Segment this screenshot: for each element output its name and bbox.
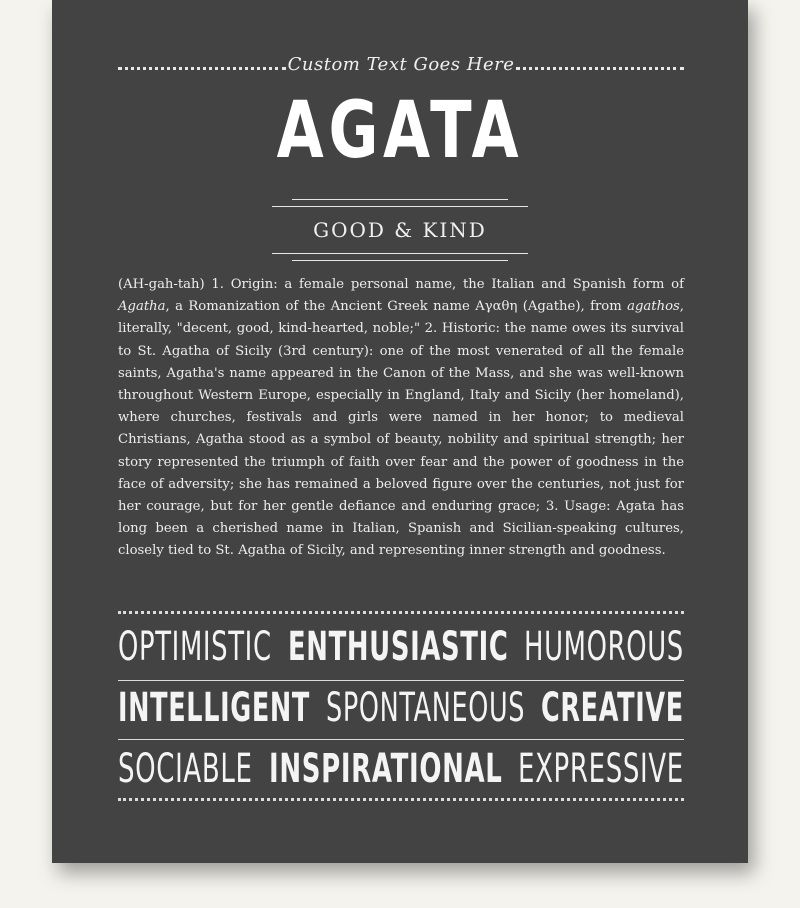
traits-bottom-dots [118, 798, 684, 801]
trait-word: INTELLIGENT [118, 685, 310, 731]
name-meaning: GOOD & KIND [313, 218, 487, 242]
trait-row-1 [118, 622, 684, 672]
trait-word: SOCIABLE [118, 746, 253, 792]
trait-row-separator-1 [118, 680, 684, 681]
trait-row-2 [118, 683, 684, 733]
trait-word: SPONTANEOUS [325, 685, 526, 731]
tagline-row [118, 52, 684, 82]
meaning-top-rule-1 [292, 199, 508, 200]
tagline-text: Custom Text Goes Here [287, 54, 515, 75]
trait-row-3 [118, 744, 684, 794]
name-title: AGATA [276, 86, 524, 176]
meaning-top-rule-2 [272, 206, 528, 207]
trait-word: HUMOROUS [524, 624, 684, 670]
meaning-bottom-rule-2 [292, 260, 508, 261]
meaning-bottom-rule-1 [272, 253, 528, 254]
definition-part-3: , literally, "decent, good, kind-hearted, noble;" 2. Historic: the name owes its survival to St. Agatha of Sicily (3rd century): one of the most venerated of all the female saints, Agatha's name appeared in the Canon of the Mass, and she was well-known throughout Western Europe, especially in England, Italy and Sicily (her homeland), where churches, festivals and girls were named in her honor; to medieval Christians, Agatha stood as a symbol of beauty, nobility and spiritual strength; her story represented the triumph of faith over fear and the power of goodness in the face of adversity; she has remained a beloved figure over the centuries, not just for her courage, but for her gentle defiance and enduring grace; 3. Usage: Agata has long been a cherished name in Italian, Spanish and Sicilian-speaking cultures, closely tied to St. Agatha of Sicily, and representing inner strength and goodness. [118, 299, 684, 559]
definition-italic-agatha: Agatha [118, 299, 166, 315]
trait-word: CREATIVE [541, 685, 684, 731]
definition-part-1: (AH-gah-tah) 1. Origin: a female personal name, the Italian and Spanish form of [118, 277, 684, 292]
definition-italic-agathos: agathos [627, 299, 680, 315]
name-poster [52, 0, 748, 863]
name-definition [118, 274, 684, 563]
trait-word: OPTIMISTIC [118, 624, 272, 670]
trait-word: EXPRESSIVE [518, 746, 684, 792]
trait-word: INSPIRATIONAL [268, 746, 503, 792]
tagline-right-dots [516, 67, 684, 70]
traits-top-dots [118, 611, 684, 614]
definition-part-2: , a Romanization of the Ancient Greek name Αγαθη (Agathe), from [165, 299, 628, 315]
trait-row-separator-2 [118, 739, 684, 740]
trait-word: ENTHUSIASTIC [287, 624, 509, 670]
